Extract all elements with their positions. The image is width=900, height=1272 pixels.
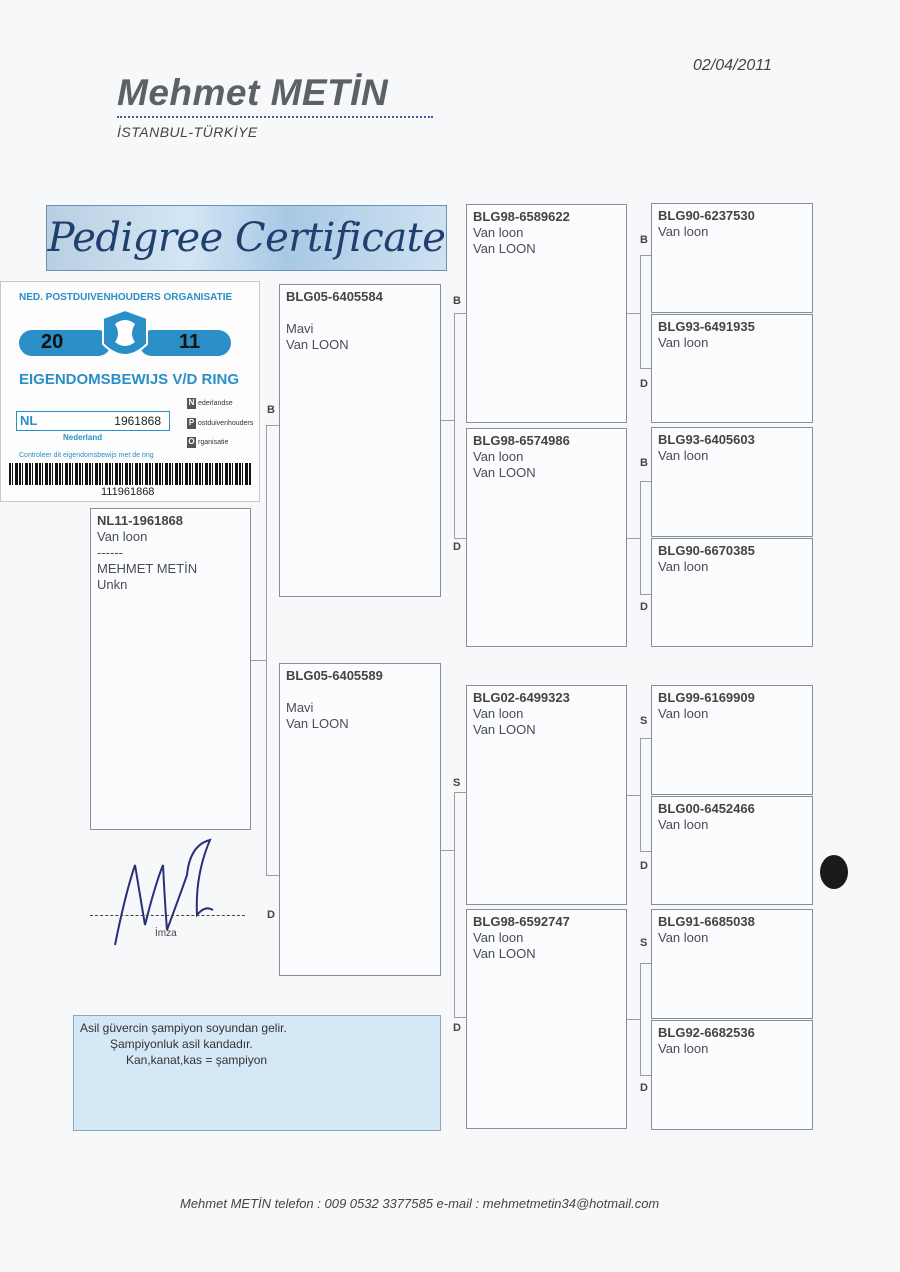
- grandparent-ring: BLG02-6499323: [473, 690, 570, 705]
- connector: [640, 963, 651, 964]
- connector: [441, 420, 454, 421]
- card-header: NED. POSTDUIVENHOUDERS ORGANISATIE: [19, 292, 233, 303]
- grandparent-ring: BLG98-6574986: [473, 433, 570, 448]
- connector: [454, 538, 466, 539]
- connector: [454, 792, 466, 793]
- connector: [627, 1019, 640, 1020]
- connector: [441, 850, 454, 851]
- great-grandparent-box: [651, 538, 813, 647]
- connector: [454, 313, 466, 314]
- grandparent-box: [466, 204, 627, 423]
- ring-ownership-card: [0, 281, 260, 502]
- connector: [640, 594, 651, 595]
- great-grandparent-box: [651, 314, 813, 423]
- grandparent-box: [466, 685, 627, 905]
- org-line-3-text: rganisatie: [198, 439, 229, 446]
- barcode: [9, 463, 251, 485]
- notes-line-2: Şampiyonluk asil kandadır.: [110, 1037, 253, 1051]
- connector: [640, 738, 641, 851]
- ggp-sex-label: S: [640, 937, 648, 949]
- grandparent-box: [466, 428, 627, 647]
- ggp-ring: BLG92-6682536: [658, 1025, 755, 1040]
- grandparent-sex-label: D: [453, 1022, 461, 1034]
- ggp-ring: BLG91-6685038: [658, 914, 755, 929]
- owner-name: Mehmet METİN: [117, 72, 389, 113]
- grandparent-strain: Van loon: [473, 225, 524, 240]
- grandparent-strain: Van loon: [473, 449, 524, 464]
- sire-box: [279, 284, 441, 597]
- ggp-sex-label: S: [640, 715, 648, 727]
- connector: [640, 1075, 651, 1076]
- sire-sex-label: B: [267, 404, 275, 416]
- org-line-1-text: ederlandse: [198, 400, 233, 407]
- ggp-sex-label: D: [640, 860, 648, 872]
- owner-underline: [117, 116, 433, 118]
- ggp-ring: BLG99-6169909: [658, 690, 755, 705]
- grandparent-sex-label: B: [453, 295, 461, 307]
- subject-color: Unkn: [97, 577, 128, 592]
- grandparent-ring: BLG98-6589622: [473, 209, 570, 224]
- ring-number-field: [16, 411, 170, 431]
- grandparent-box: [466, 909, 627, 1129]
- notes-box: [73, 1015, 441, 1131]
- connector: [454, 792, 455, 1017]
- ggp-strain: Van loon: [658, 559, 709, 574]
- notes-line-3: Kan,kanat,kas = şampiyon: [126, 1053, 268, 1067]
- ggp-strain: Van loon: [658, 706, 709, 721]
- dam-box: [279, 663, 441, 976]
- grandparent-ring: BLG98-6592747: [473, 914, 570, 929]
- country-code: NL: [20, 413, 38, 428]
- year-right: 11: [179, 331, 201, 353]
- great-grandparent-box: [651, 685, 813, 795]
- pedigree-banner: [46, 205, 447, 271]
- connector: [640, 255, 641, 368]
- subject-ring: NL11-1961868: [97, 513, 184, 528]
- sire-color: Mavi: [286, 321, 314, 336]
- year-left-pill: [19, 330, 111, 356]
- ggp-strain: Van loon: [658, 335, 709, 350]
- great-grandparent-box: [651, 203, 813, 313]
- sire-ring: BLG05-6405584: [286, 289, 383, 304]
- subject-owner: MEHMET METİN: [97, 561, 198, 576]
- ggp-strain: Van loon: [658, 817, 709, 832]
- connector: [627, 795, 640, 796]
- sire-strain: Van LOON: [286, 337, 349, 352]
- connector: [627, 313, 640, 314]
- connector: [640, 963, 641, 1075]
- owner-city: İSTANBUL-TÜRKİYE: [117, 124, 258, 140]
- connector: [640, 481, 651, 482]
- org-line-2: [187, 418, 253, 429]
- grandparent-strain-2: Van LOON: [473, 465, 536, 480]
- grandparent-strain-2: Van LOON: [473, 722, 536, 737]
- ink-blot: [820, 855, 848, 889]
- connector: [640, 738, 651, 739]
- org-initial-o: O: [188, 437, 195, 446]
- ggp-strain: Van loon: [658, 1041, 709, 1056]
- lion-icon: [115, 320, 135, 346]
- card-title: EIGENDOMSBEWIJS V/D RING: [19, 371, 240, 388]
- org-line-2-text: ostduivenhouders: [198, 420, 254, 427]
- ggp-sex-label: D: [640, 378, 648, 390]
- org-initial-p: P: [188, 418, 195, 427]
- ggp-sex-label: D: [640, 601, 648, 613]
- subject-separator: ------: [97, 545, 123, 560]
- dam-ring: BLG05-6405589: [286, 668, 383, 683]
- great-grandparent-box: [651, 796, 813, 905]
- grandparent-strain-2: Van LOON: [473, 946, 536, 961]
- dam-sex-label: D: [267, 909, 275, 921]
- ggp-ring: BLG93-6491935: [658, 319, 755, 334]
- grandparent-strain-2: Van LOON: [473, 241, 536, 256]
- connector: [627, 538, 640, 539]
- signature-label: İmza: [155, 928, 177, 939]
- connector: [266, 875, 280, 876]
- connector: [454, 1017, 466, 1018]
- year-left: 20: [41, 331, 64, 353]
- card-ring-number: 1961868: [114, 414, 161, 428]
- grandparent-sex-label: D: [453, 541, 461, 553]
- subject-bird-box: [90, 508, 251, 830]
- ggp-ring: BLG90-6670385: [658, 543, 755, 558]
- connector: [266, 425, 280, 426]
- notes-line-1: Asil güvercin şampiyon soyundan gelir.: [80, 1021, 287, 1035]
- connector: [266, 425, 267, 875]
- footer-contact: Mehmet METİN telefon : 009 0532 3377585 e-mail : mehmetmetin34@hotmail.com: [180, 1196, 660, 1211]
- connector: [640, 481, 641, 594]
- ggp-sex-label: B: [640, 234, 648, 246]
- ggp-sex-label: B: [640, 457, 648, 469]
- country-name: Nederland: [63, 433, 103, 442]
- grandparent-strain: Van loon: [473, 706, 524, 721]
- grandparent-sex-label: S: [453, 777, 461, 789]
- org-line-1: [187, 398, 233, 409]
- dam-strain: Van LOON: [286, 716, 349, 731]
- ggp-ring: BLG93-6405603: [658, 432, 755, 447]
- connector: [640, 851, 651, 852]
- connector: [454, 313, 455, 538]
- banner-title: Pedigree Certificate: [47, 215, 446, 261]
- great-grandparent-box: [651, 427, 813, 537]
- signature-line: [90, 915, 245, 916]
- connector: [640, 368, 651, 369]
- barcode-number: 111961868: [101, 486, 155, 498]
- grandparent-strain: Van loon: [473, 930, 524, 945]
- great-grandparent-box: [651, 909, 813, 1019]
- ggp-sex-label: D: [640, 1082, 648, 1094]
- great-grandparent-box: [651, 1020, 813, 1130]
- ggp-strain: Van loon: [658, 448, 709, 463]
- connector: [640, 255, 651, 256]
- ggp-ring: BLG90-6237530: [658, 208, 755, 223]
- ggp-strain: Van loon: [658, 930, 709, 945]
- dam-color: Mavi: [286, 700, 314, 715]
- ggp-ring: BLG00-6452466: [658, 801, 755, 816]
- org-initial-n: N: [188, 398, 195, 407]
- org-line-3: [187, 437, 228, 448]
- subject-strain: Van loon: [97, 529, 148, 544]
- connector: [251, 660, 266, 661]
- document-date: 02/04/2011: [693, 57, 772, 74]
- control-note: Controleer dit eigendomsbewijs met de ring: [19, 452, 154, 459]
- ggp-strain: Van loon: [658, 224, 709, 239]
